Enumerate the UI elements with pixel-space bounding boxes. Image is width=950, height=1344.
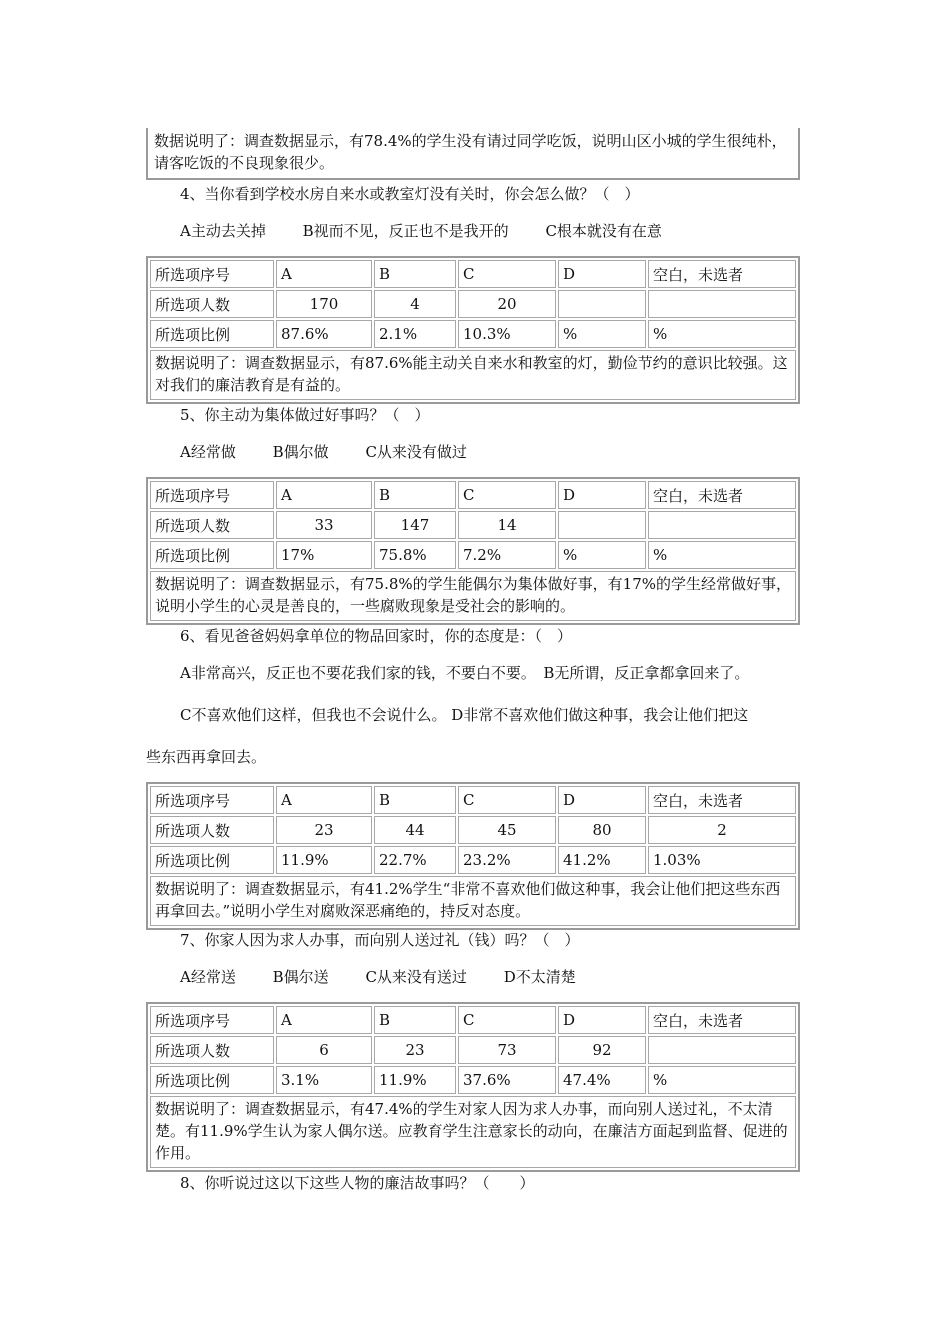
q7-option-c: C从来没有送过 — [365, 968, 467, 986]
ratio-b: 75.8% — [374, 541, 456, 569]
table-row — [150, 260, 796, 288]
table-row — [150, 481, 796, 509]
col-header-a: A — [276, 481, 372, 509]
count-d — [558, 511, 646, 539]
table-row — [150, 1066, 796, 1094]
question-4-table — [146, 256, 800, 404]
col-header-d: D — [558, 481, 646, 509]
count-b: 44 — [374, 816, 456, 844]
data-note: 数据说明了：调查数据显示，有87.6%能主动关自来水和教室的灯，勤俭节约的意识比较强。这对我们的廉洁教育是有益的。 — [150, 350, 796, 400]
ratio-d: % — [558, 541, 646, 569]
col-header-b: B — [374, 1006, 456, 1034]
table-row — [150, 786, 796, 814]
table-row — [150, 816, 796, 844]
col-header-c: C — [458, 481, 556, 509]
col-header-blank: 空白，未选者 — [648, 786, 796, 814]
table-row — [150, 571, 796, 621]
col-header-d: D — [558, 786, 646, 814]
ratio-a: 87.6% — [276, 320, 372, 348]
col-header-d: D — [558, 1006, 646, 1034]
col-header-d: D — [558, 260, 646, 288]
row-label-ratio: 所选项比例 — [150, 1066, 274, 1094]
table-row — [150, 541, 796, 569]
data-note: 数据说明了：调查数据显示，有47.4%的学生对家人因为求人办事，而向别人送过礼，不太清楚。有11.9%学生认为家人偶尔送。应教育学生注意家长的动向，在廉洁方面起到监督、促进的作用。 — [150, 1096, 796, 1168]
count-blank — [648, 511, 796, 539]
q6-options-line-1: A非常高兴，反正也不要花我们家的钱，不要白不要。 B无所谓，反正拿都拿回来了。 — [180, 664, 750, 682]
ratio-blank: % — [648, 320, 796, 348]
row-label-ratio: 所选项比例 — [150, 846, 274, 874]
q7-option-d: D不太清楚 — [503, 968, 576, 986]
q5-option-c: C从来没有做过 — [365, 443, 467, 461]
count-b: 23 — [374, 1036, 456, 1064]
data-note: 数据说明了：调查数据显示，有75.8%的学生能偶尔为集体做好事，有17%的学生经常做好事，说明小学生的心灵是善良的，一些腐败现象是受社会的影响的。 — [150, 571, 796, 621]
col-header-blank: 空白，未选者 — [648, 1006, 796, 1034]
ratio-c: 37.6% — [458, 1066, 556, 1094]
ratio-d: % — [558, 320, 646, 348]
question-4-title: 4、当你看到学校水房自来水或教室灯没有关时，你会怎么做？（ ） — [180, 185, 640, 203]
count-blank: 2 — [648, 816, 796, 844]
count-a: 170 — [276, 290, 372, 318]
col-header-blank: 空白，未选者 — [648, 481, 796, 509]
q6-options-line-2: C不喜欢他们这样，但我也不会说什么。 D非常不喜欢他们做这种事，我会让他们把这 — [180, 706, 749, 724]
question-5-options — [180, 441, 499, 462]
count-blank — [648, 290, 796, 318]
ratio-a: 11.9% — [276, 846, 372, 874]
row-label-ratio: 所选项比例 — [150, 320, 274, 348]
col-header-c: C — [458, 1006, 556, 1034]
col-header-c: C — [458, 260, 556, 288]
row-label-count: 所选项人数 — [150, 511, 274, 539]
count-b: 4 — [374, 290, 456, 318]
count-a: 23 — [276, 816, 372, 844]
question-4-options — [180, 220, 694, 241]
count-a: 33 — [276, 511, 372, 539]
question-6-title: 6、看见爸爸妈妈拿单位的物品回家时，你的态度是：（ ） — [180, 627, 573, 645]
count-d: 92 — [558, 1036, 646, 1064]
row-label-count: 所选项人数 — [150, 1036, 274, 1064]
q7-option-b: B偶尔送 — [272, 968, 329, 986]
count-d: 80 — [558, 816, 646, 844]
q4-option-a: A主动去关掉 — [180, 222, 266, 240]
q5-option-a: A经常做 — [180, 443, 236, 461]
col-header-b: B — [374, 260, 456, 288]
count-c: 14 — [458, 511, 556, 539]
ratio-d: 47.4% — [558, 1066, 646, 1094]
question-7-options — [180, 966, 608, 987]
q7-option-a: A经常送 — [180, 968, 236, 986]
col-header-a: A — [276, 260, 372, 288]
ratio-a: 3.1% — [276, 1066, 372, 1094]
ratio-c: 23.2% — [458, 846, 556, 874]
q4-option-c: C根本就没有在意 — [545, 222, 662, 240]
count-a: 6 — [276, 1036, 372, 1064]
ratio-blank: 1.03% — [648, 846, 796, 874]
question-6-table — [146, 782, 800, 930]
ratio-b: 11.9% — [374, 1066, 456, 1094]
ratio-blank: % — [648, 1066, 796, 1094]
question-8-title: 8、你听说过这以下这些人物的廉洁故事吗？（ ） — [180, 1174, 535, 1192]
row-label-count: 所选项人数 — [150, 816, 274, 844]
col-header-b: B — [374, 786, 456, 814]
col-header-a: A — [276, 1006, 372, 1034]
q4-option-b: B视而不见，反正也不是我开的 — [302, 222, 509, 240]
ratio-c: 7.2% — [458, 541, 556, 569]
row-label-seq: 所选项序号 — [150, 260, 274, 288]
count-d — [558, 290, 646, 318]
ratio-b: 2.1% — [374, 320, 456, 348]
table-row — [150, 1006, 796, 1034]
table-row — [150, 511, 796, 539]
ratio-a: 17% — [276, 541, 372, 569]
top-data-note: 数据说明了：调查数据显示，有78.4%的学生没有请过同学吃饭，说明山区小城的学生很纯朴，请客吃饭的不良现象很少。 — [146, 128, 800, 180]
table-row — [150, 1096, 796, 1168]
data-note: 数据说明了：调查数据显示，有41.2%学生“非常不喜欢他们做这种事，我会让他们把这些东西再拿回去。”说明小学生对腐败深恶痛绝的，持反对态度。 — [150, 876, 796, 926]
count-c: 45 — [458, 816, 556, 844]
question-5-title: 5、你主动为集体做过好事吗？（ ） — [180, 406, 430, 424]
col-header-a: A — [276, 786, 372, 814]
count-blank — [648, 1036, 796, 1064]
ratio-c: 10.3% — [458, 320, 556, 348]
ratio-blank: % — [648, 541, 796, 569]
col-header-b: B — [374, 481, 456, 509]
question-7-title: 7、你家人因为求人办事，而向别人送过礼（钱）吗？（ ） — [180, 931, 580, 949]
ratio-b: 22.7% — [374, 846, 456, 874]
row-label-count: 所选项人数 — [150, 290, 274, 318]
count-c: 73 — [458, 1036, 556, 1064]
q6-options-line-3: 些东西再拿回去。 — [146, 748, 267, 766]
count-c: 20 — [458, 290, 556, 318]
row-label-ratio: 所选项比例 — [150, 541, 274, 569]
count-b: 147 — [374, 511, 456, 539]
table-row — [150, 846, 796, 874]
ratio-d: 41.2% — [558, 846, 646, 874]
question-5-table — [146, 477, 800, 625]
row-label-seq: 所选项序号 — [150, 786, 274, 814]
table-row — [150, 876, 796, 926]
table-row — [150, 320, 796, 348]
col-header-blank: 空白，未选者 — [648, 260, 796, 288]
question-7-table — [146, 1002, 800, 1172]
row-label-seq: 所选项序号 — [150, 1006, 274, 1034]
q5-option-b: B偶尔做 — [272, 443, 329, 461]
table-row — [150, 290, 796, 318]
table-row — [150, 350, 796, 400]
table-row — [150, 1036, 796, 1064]
col-header-c: C — [458, 786, 556, 814]
row-label-seq: 所选项序号 — [150, 481, 274, 509]
